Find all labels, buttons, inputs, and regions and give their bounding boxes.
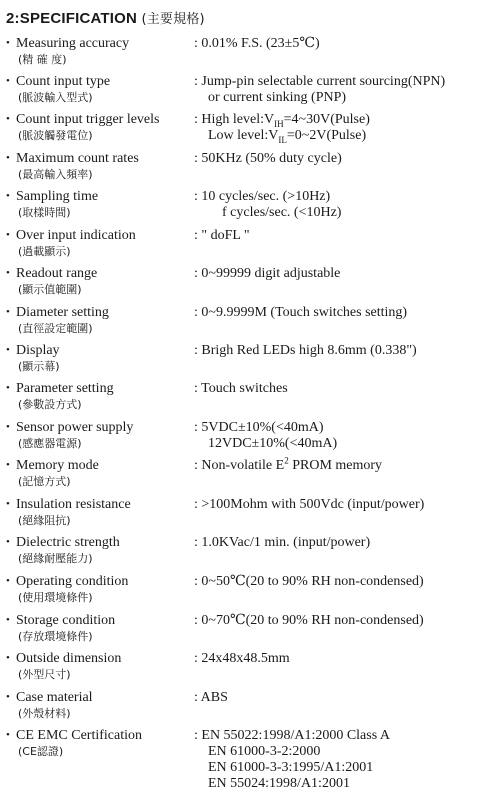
spec-label: Measuring accuracy — [16, 36, 130, 51]
spec-row — [6, 343, 484, 379]
spec-value — [194, 381, 288, 397]
spec-row — [6, 36, 484, 72]
bullet-icon: • — [6, 75, 10, 87]
spec-label-zh: (取樣時間) — [18, 206, 71, 219]
spec-value — [194, 112, 370, 144]
spec-row — [6, 228, 484, 264]
spec-value — [194, 305, 407, 321]
spec-value-line: EN 61000-3-2:2000 — [194, 744, 321, 759]
bullet-icon: • — [6, 152, 10, 164]
spec-value — [194, 420, 337, 452]
spec-value-line: : Touch switches — [194, 381, 288, 396]
spec-label: Count input type — [16, 74, 111, 89]
spec-label: Readout range — [16, 266, 98, 281]
spec-label: Over input indication — [16, 228, 136, 243]
spec-row — [6, 74, 484, 110]
spec-label-zh: (感應器電源) — [18, 437, 82, 450]
bullet-icon: • — [6, 691, 10, 703]
spec-row — [6, 535, 484, 571]
spec-value-line: : Brigh Red LEDs high 8.6mm (0.338") — [194, 343, 417, 358]
spec-label-zh: (顯示值範圍) — [18, 283, 82, 296]
spec-row — [6, 420, 484, 456]
spec-label: Memory mode — [16, 458, 99, 473]
spec-label-zh: (精 確 度) — [18, 53, 67, 66]
spec-label-zh: (脈波觸發電位) — [18, 129, 93, 142]
spec-label: Outside dimension — [16, 651, 122, 666]
spec-value — [194, 497, 424, 513]
bullet-icon: • — [6, 37, 10, 49]
spec-label: CE EMC Certification — [16, 728, 142, 743]
bullet-icon: • — [6, 614, 10, 626]
bullet-icon: • — [6, 729, 10, 741]
spec-label: Sampling time — [16, 189, 99, 204]
spec-label-zh: (最高輸入頻率) — [18, 168, 93, 181]
spec-value — [194, 728, 390, 792]
spec-label: Sensor power supply — [16, 420, 134, 435]
spec-value-line: : 0.01% F.S. (23±5℃) — [194, 36, 320, 51]
spec-label-zh: (外殼材料) — [18, 707, 71, 720]
section-title: 2:SPECIFICATION — [6, 10, 138, 27]
spec-label-zh: (直徑設定範圍) — [18, 322, 93, 335]
spec-row — [6, 574, 484, 610]
spec-value — [194, 574, 424, 590]
spec-label: Diameter setting — [16, 305, 109, 320]
spec-value-line: : EN 55022:1998/A1:2000 Class A — [194, 728, 391, 743]
spec-value-line: or current sinking (PNP) — [194, 90, 347, 105]
spec-value-line: : Jump-pin selectable current sourcing(NPN) — [194, 74, 446, 89]
bullet-icon: • — [6, 229, 10, 241]
spec-value-line: Low $level:V_{IL}=0\sim 2V(Pulse)$ — [194, 128, 367, 145]
spec-label-zh: (脈波輸入型式) — [18, 91, 93, 104]
bullet-icon: • — [6, 267, 10, 279]
spec-value — [194, 74, 445, 106]
spec-label-zh: (記憶方式) — [18, 475, 71, 488]
spec-label: Parameter setting — [16, 381, 114, 396]
spec-value-line: : 10 cycles/sec. (>10Hz) — [194, 189, 331, 204]
spec-value-line: EN 61000-3-3:1995/A1:2001 — [194, 760, 374, 775]
spec-value-line: : Non-volatile $E^2$ PROM memory — [194, 455, 383, 473]
bullet-icon: • — [6, 459, 10, 471]
spec-label: Dielectric strength — [16, 535, 120, 550]
bullet-icon: • — [6, 306, 10, 318]
spec-label-zh: (存放環境條件) — [18, 630, 93, 643]
spec-value-line: : 0~50℃(20 to 90% RH non-condensed) — [194, 574, 424, 589]
spec-row — [6, 651, 484, 687]
spec-label: Display — [16, 343, 60, 358]
spec-value-line: : 0~99999 digit adjustable — [194, 266, 341, 281]
spec-value-line: f cycles/sec. (<10Hz) — [194, 205, 342, 220]
spec-row — [6, 305, 484, 341]
spec-label-zh: (顯示幕) — [18, 360, 60, 373]
spec-value — [194, 613, 424, 629]
spec-value — [194, 651, 290, 667]
spec-value — [194, 455, 383, 474]
spec-row — [6, 381, 484, 417]
spec-value-line: : 5VDC±10%(<40mA) — [194, 420, 324, 435]
spec-row — [6, 690, 484, 726]
spec-value-line: : 0~70℃(20 to 90% RH non-condensed) — [194, 613, 424, 628]
spec-value-line: 12VDC±10%(<40mA) — [194, 436, 338, 451]
spec-value-line: EN 55024:1998/A1:2001 — [194, 776, 350, 791]
spec-row — [6, 189, 484, 225]
bullet-icon: • — [6, 382, 10, 394]
spec-value — [194, 189, 341, 221]
spec-value — [194, 690, 228, 706]
spec-label: Count input trigger levels — [16, 112, 160, 127]
spec-value — [194, 535, 370, 551]
spec-label-zh: (使用環境條件) — [18, 591, 93, 604]
spec-value — [194, 228, 250, 244]
spec-value-line: : High $level:V_{IH}=4\sim 30V(Pulse)$ — [194, 112, 370, 129]
spec-label: Storage condition — [16, 613, 116, 628]
spec-label-zh: (過載顯示) — [18, 245, 71, 258]
spec-label: Maximum count rates — [16, 151, 139, 166]
spec-label: Case material — [16, 690, 93, 705]
spec-row — [6, 728, 484, 796]
spec-row — [6, 266, 484, 302]
spec-value-line: : 24x48x48.5mm — [194, 651, 290, 666]
spec-value-line: : " doFL " — [194, 228, 250, 243]
bullet-icon: • — [6, 536, 10, 548]
spec-label-zh: (參數設方式) — [18, 398, 82, 411]
spec-value — [194, 266, 340, 282]
spec-row — [6, 497, 484, 533]
spec-row — [6, 613, 484, 649]
spec-label-zh: (絕緣耐壓能力) — [18, 552, 93, 565]
bullet-icon: • — [6, 575, 10, 587]
spec-row — [6, 455, 484, 494]
bullet-icon: • — [6, 190, 10, 202]
spec-value — [194, 151, 342, 167]
bullet-icon: • — [6, 498, 10, 510]
spec-value — [194, 343, 417, 359]
spec-row — [6, 151, 484, 187]
section-heading — [6, 8, 205, 27]
spec-value-line: : 1.0KVac/1 min. (input/power) — [194, 535, 371, 550]
spec-row — [6, 112, 484, 148]
bullet-icon: • — [6, 652, 10, 664]
bullet-icon: • — [6, 421, 10, 433]
spec-value-line: : ABS — [194, 690, 228, 705]
spec-label: Insulation resistance — [16, 497, 131, 512]
section-title-zh: (主要規格) — [141, 12, 205, 27]
spec-value-line: : 0~9.9999M (Touch switches setting) — [194, 305, 408, 320]
bullet-icon: • — [6, 113, 10, 125]
spec-label: Operating condition — [16, 574, 129, 589]
bullet-icon: • — [6, 344, 10, 356]
spec-label-zh: (外型尺寸) — [18, 668, 71, 681]
spec-label-zh: (絕緣阻抗) — [18, 514, 71, 527]
spec-value-line: : >100Mohm with 500Vdc (input/power) — [194, 497, 425, 512]
spec-value — [194, 36, 320, 52]
spec-value-line: : 50KHz (50% duty cycle) — [194, 151, 342, 166]
spec-label-zh: (CE認證) — [18, 745, 64, 758]
